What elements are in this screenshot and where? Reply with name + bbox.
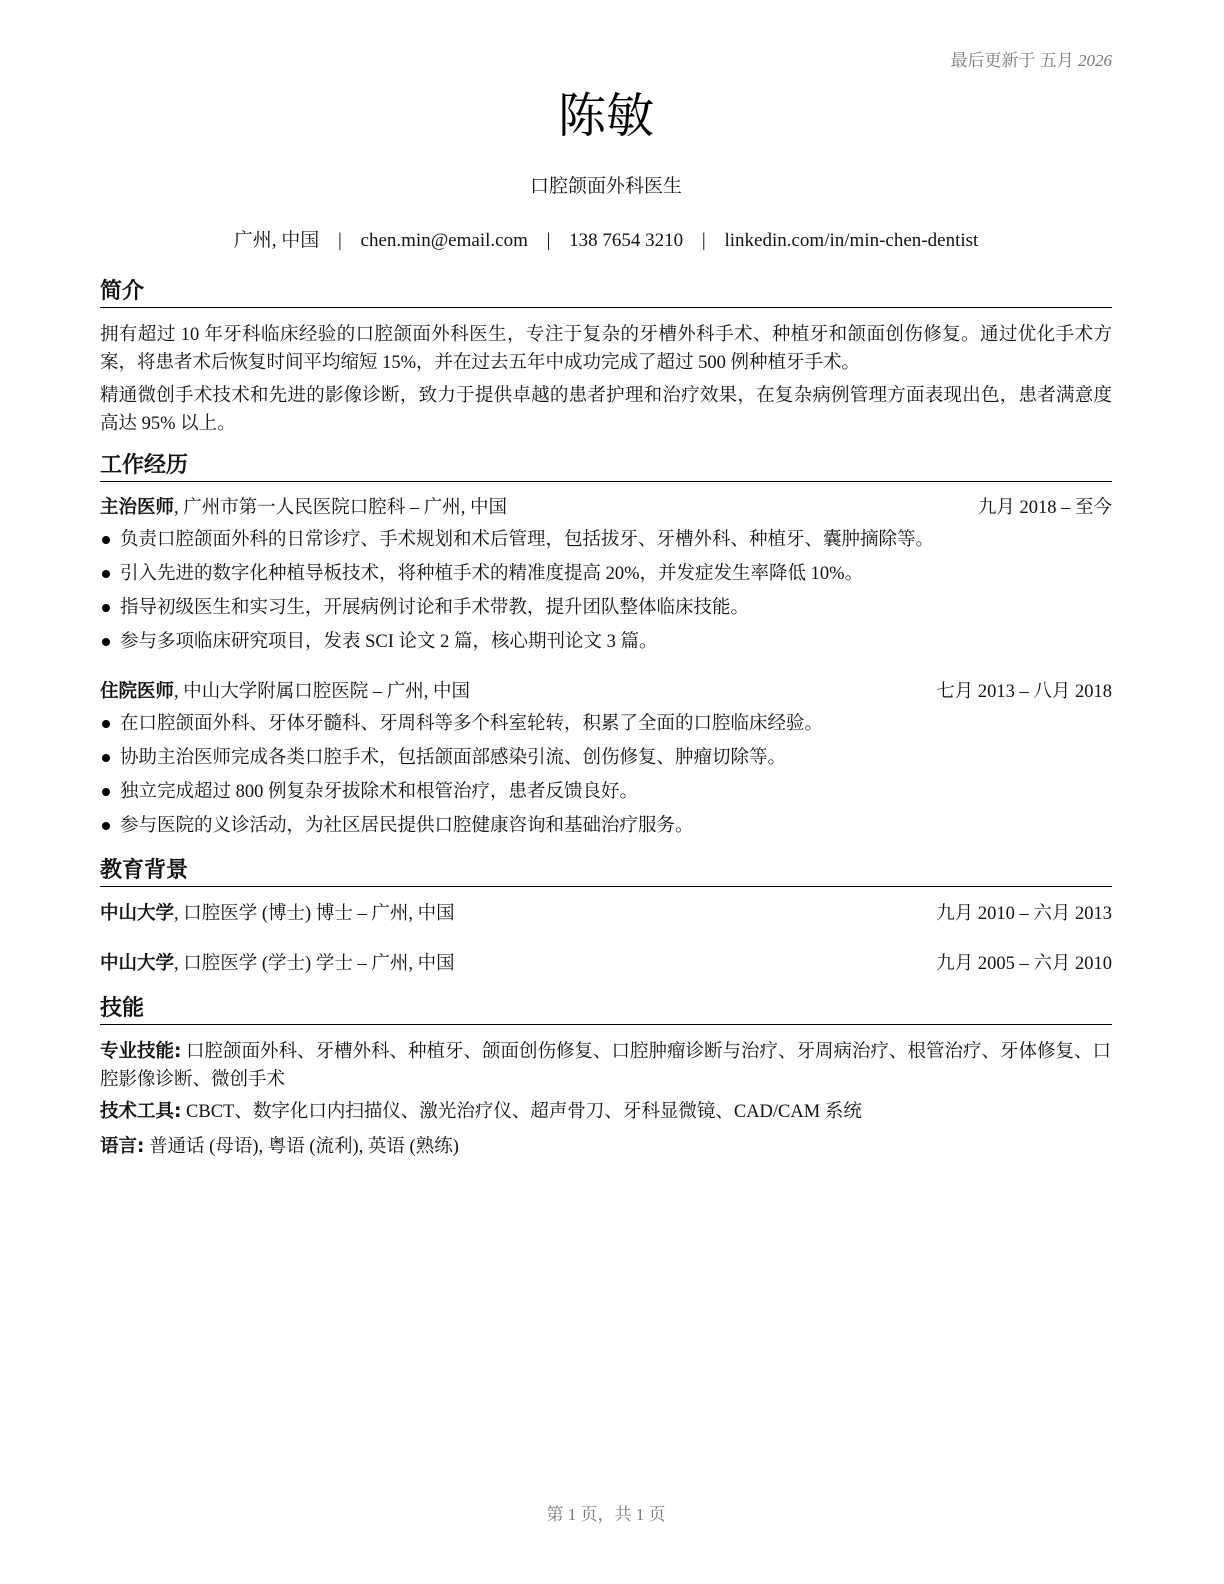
- section-heading-summary: 简介: [100, 278, 1112, 308]
- education-item: [100, 951, 1112, 977]
- contact-separator: |: [546, 230, 551, 251]
- job-dates: 九月 2018 – 至今: [977, 498, 1112, 518]
- skill-label: 专业技能:: [100, 1041, 182, 1062]
- contact-linkedin[interactable]: linkedin.com/in/min-chen-dentist: [724, 230, 979, 251]
- degree-detail: , 口腔医学 (博士) 博士 – 广州, 中国: [174, 904, 455, 924]
- list-item: [100, 707, 1112, 741]
- list-item: [100, 523, 1112, 557]
- section-heading-experience: 工作经历: [100, 452, 1112, 482]
- last-updated-year: 2026: [1078, 51, 1112, 70]
- last-updated: [951, 46, 1113, 71]
- bullet-text: 协助主治医师完成各类口腔手术，包括颌面部感染引流、创伤修复、肿瘤切除等。: [120, 748, 787, 768]
- bullet-icon: [102, 638, 110, 646]
- list-item: [100, 741, 1112, 775]
- bullet-text: 负责口腔颌面外科的日常诊疗、手术规划和术后管理，包括拔牙、牙槽外科、种植牙、囊肿摘除等。: [120, 530, 935, 550]
- school-name: 中山大学: [100, 903, 175, 924]
- resume-page: [100, 0, 1112, 1584]
- bullet-icon: [102, 604, 110, 612]
- skill-line: [100, 1038, 1112, 1094]
- bullet-text: 指导初级医生和实习生，开展病例讨论和手术带教，提升团队整体临床技能。: [120, 598, 750, 618]
- last-updated-label: 最后更新于 五月: [950, 51, 1074, 70]
- bullet-icon: [102, 536, 110, 544]
- list-item: [100, 775, 1112, 809]
- bullet-text: 在口腔颌面外科、牙体牙髓科、牙周科等多个科室轮转，积累了全面的口腔临床经验。: [120, 714, 824, 734]
- education-dates: 九月 2010 – 六月 2013: [936, 904, 1112, 924]
- education-dates: 九月 2005 – 六月 2010: [936, 954, 1112, 974]
- job-detail: , 广州市第一人民医院口腔科 – 广州, 中国: [174, 498, 508, 518]
- skill-value: 普通话 (母语), 粤语 (流利), 英语 (熟练): [144, 1137, 459, 1157]
- contact-email[interactable]: chen.min@email.com: [360, 230, 528, 251]
- job-role: 住院医师: [100, 681, 175, 702]
- list-item: [100, 557, 1112, 591]
- skill-value: 口腔颌面外科、牙槽外科、种植牙、颌面创伤修复、口腔肿瘤诊断与治疗、牙周病治疗、根管治疗、牙体修复、口腔影像诊断、微创手术: [100, 1042, 1112, 1090]
- contact-phone: 138 7654 3210: [569, 230, 684, 251]
- skill-line: [100, 1098, 1112, 1126]
- section-heading-education: 教育背景: [100, 857, 1112, 887]
- job-role: 主治医师: [100, 497, 175, 518]
- contact-line: [100, 225, 1112, 252]
- school-name: 中山大学: [100, 953, 175, 974]
- bullet-text: 独立完成超过 800 例复杂牙拔除术和根管治疗，患者反馈良好。: [120, 782, 639, 802]
- job-dates: 七月 2013 – 八月 2018: [936, 682, 1112, 702]
- degree-detail: , 口腔医学 (学士) 学士 – 广州, 中国: [174, 954, 455, 974]
- candidate-name: 陈敏: [557, 88, 654, 144]
- education-item: [100, 901, 1112, 927]
- summary-paragraph: 拥有超过 10 年牙科临床经验的口腔颌面外科医生，专注于复杂的牙槽外科手术、种植牙和颌面创伤修复。通过优化手术方案，将患者术后恢复时间平均缩短 15%，并在过去五年中成功完成了超过 500 例种植牙手术。: [100, 325, 1112, 373]
- bullet-icon: [102, 788, 110, 796]
- job-header: [100, 495, 1112, 521]
- bullet-text: 参与医院的义诊活动，为社区居民提供口腔健康咨询和基础治疗服务。: [120, 816, 694, 836]
- contact-separator: |: [701, 230, 706, 251]
- job-bullets: [100, 523, 1112, 659]
- bullet-text: 参与多项临床研究项目，发表 SCI 论文 2 篇，核心期刊论文 3 篇。: [120, 632, 658, 652]
- summary-paragraph: 精通微创手术技术和先进的影像诊断，致力于提供卓越的患者护理和治疗效果，在复杂病例管理方面表现出色，患者满意度高达 95% 以上。: [100, 386, 1112, 434]
- list-item: [100, 591, 1112, 625]
- page-number: 第 1 页，共 1 页: [546, 1505, 666, 1524]
- job-bullets: [100, 707, 1112, 843]
- job-header: [100, 679, 1112, 705]
- bullet-icon: [102, 822, 110, 830]
- bullet-icon: [102, 570, 110, 578]
- skill-label: 技术工具:: [100, 1101, 182, 1122]
- list-item: [100, 625, 1112, 659]
- contact-separator: |: [337, 230, 342, 251]
- bullet-icon: [102, 754, 110, 762]
- skill-value: CBCT、数字化口内扫描仪、激光治疗仪、超声骨刀、牙科显微镜、CAD/CAM 系统: [181, 1102, 862, 1122]
- job-detail: , 中山大学附属口腔医院 – 广州, 中国: [174, 682, 471, 702]
- section-heading-skills: 技能: [100, 995, 1112, 1025]
- list-item: [100, 809, 1112, 843]
- bullet-icon: [102, 720, 110, 728]
- contact-location: 广州, 中国: [233, 230, 320, 251]
- bullet-text: 引入先进的数字化种植导板技术，将种植手术的精准度提高 20%，并发症发生率降低 10%。: [120, 564, 864, 584]
- skill-line: [100, 1133, 1112, 1161]
- candidate-title: 口腔颌面外科医生: [529, 176, 682, 197]
- skill-label: 语言:: [100, 1136, 145, 1157]
